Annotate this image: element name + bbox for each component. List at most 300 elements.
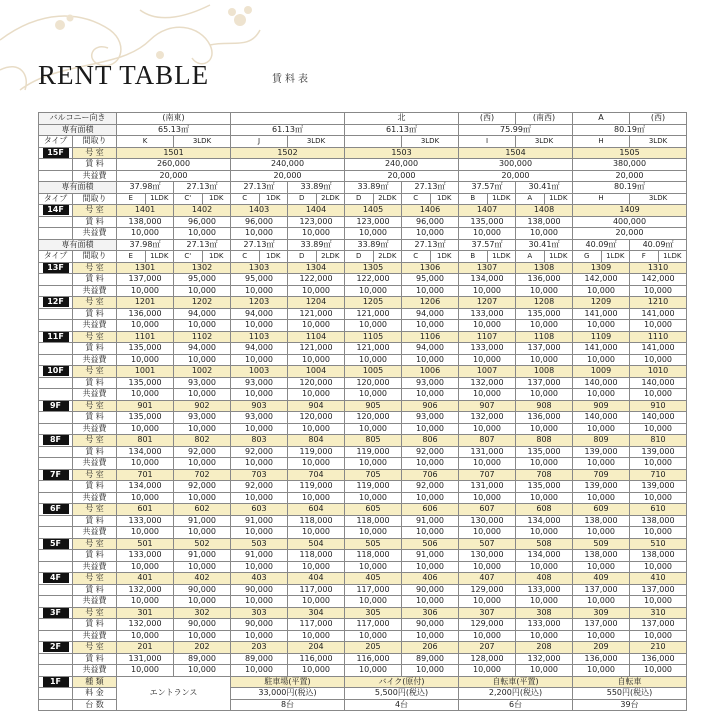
rent-value: 116,000	[288, 653, 345, 665]
rent-value: 141,000	[630, 308, 687, 320]
type-cell: E	[117, 251, 146, 263]
room-number: 301	[117, 607, 174, 619]
room-number: 1407	[459, 205, 516, 217]
room-number: 202	[174, 642, 231, 654]
fee-value: 10,000	[345, 285, 402, 297]
room-number: 806	[402, 435, 459, 447]
floor-label: 6F	[43, 504, 69, 514]
blank	[39, 653, 73, 665]
rent-value: 118,000	[288, 515, 345, 527]
fee-value: 10,000	[288, 285, 345, 297]
table-row	[39, 239, 687, 251]
room-number: 1203	[231, 297, 288, 309]
orientation-cell: 北	[345, 113, 459, 125]
fee-value: 10,000	[630, 423, 687, 435]
rent-value: 300,000	[459, 159, 573, 171]
row-label: 号 室	[73, 469, 117, 481]
fee-value: 10,000	[117, 423, 174, 435]
type-cell: C	[402, 251, 431, 263]
floor-label: 9F	[43, 401, 69, 411]
fee-value: 10,000	[516, 527, 573, 539]
fee-value: 10,000	[573, 320, 630, 332]
room-number: 303	[231, 607, 288, 619]
table-row	[39, 653, 687, 665]
area-cell: 30.41㎡	[516, 182, 573, 194]
table-row	[39, 619, 687, 631]
blank	[39, 527, 73, 539]
rent-value: 94,000	[174, 308, 231, 320]
rent-value: 123,000	[345, 216, 402, 228]
rent-value: 137,000	[516, 377, 573, 389]
area-cell: 33.89㎡	[345, 182, 402, 194]
row-label: 賃 料	[73, 412, 117, 424]
page-title: RENT TABLE	[38, 60, 210, 90]
row-label: 共益費	[73, 527, 117, 539]
rent-value: 140,000	[630, 412, 687, 424]
room-number: 808	[516, 435, 573, 447]
fee-value: 10,000	[231, 389, 288, 401]
row-label: 共益費	[73, 665, 117, 677]
room-number: 510	[630, 538, 687, 550]
rent-value: 96,000	[402, 216, 459, 228]
table-row	[39, 504, 687, 516]
table-row	[39, 492, 687, 504]
row-label: 賃 料	[73, 308, 117, 320]
blank	[39, 458, 73, 470]
fee-value: 10,000	[516, 596, 573, 608]
table-row	[39, 423, 687, 435]
area-cell: 80.19㎡	[573, 182, 687, 194]
fee-value: 10,000	[345, 665, 402, 677]
blank	[39, 423, 73, 435]
fee-value: 10,000	[573, 492, 630, 504]
type-cell: C	[231, 251, 260, 263]
room-number: 405	[345, 573, 402, 585]
room-number: 901	[117, 400, 174, 412]
room-number: 201	[117, 642, 174, 654]
floor-label: 15F	[43, 148, 69, 158]
rent-value: 118,000	[345, 550, 402, 562]
table-row	[39, 170, 687, 182]
rent-value: 92,000	[231, 446, 288, 458]
blank	[39, 170, 73, 182]
fee-value: 10,000	[516, 630, 573, 642]
area-cell: 80.19㎡	[573, 124, 687, 136]
fee-value: 10,000	[288, 492, 345, 504]
room-number: 606	[402, 504, 459, 516]
room-number: 404	[288, 573, 345, 585]
row-label: 共益費	[73, 458, 117, 470]
fee-value: 10,000	[231, 320, 288, 332]
fee-value: 10,000	[459, 228, 516, 240]
blank	[39, 619, 73, 631]
table-row	[39, 124, 687, 136]
rent-value: 135,000	[516, 308, 573, 320]
area-cell: 30.41㎡	[516, 239, 573, 251]
type-cell: D	[288, 193, 317, 205]
rent-value: 137,000	[573, 619, 630, 631]
fee-value: 20,000	[231, 170, 345, 182]
room-number: 1001	[117, 366, 174, 378]
room-number: 1202	[174, 297, 231, 309]
floor-badge	[39, 676, 73, 688]
room-number: 1209	[573, 297, 630, 309]
fee-value: 10,000	[288, 228, 345, 240]
rent-value: 139,000	[573, 481, 630, 493]
type-cell: 1LDK	[658, 251, 687, 263]
rent-table	[38, 112, 687, 711]
fee-value: 10,000	[630, 458, 687, 470]
room-number: 1009	[573, 366, 630, 378]
blank	[39, 389, 73, 401]
area-cell: 27.13㎡	[174, 182, 231, 194]
floor-badge	[39, 366, 73, 378]
rent-value: 91,000	[231, 550, 288, 562]
rent-value: 94,000	[231, 308, 288, 320]
room-number: 1006	[402, 366, 459, 378]
area-cell: 37.57㎡	[459, 239, 516, 251]
fee-value: 10,000	[516, 423, 573, 435]
fee-value: 10,000	[573, 458, 630, 470]
orientation-cell: (西)	[459, 113, 516, 125]
rent-value: 121,000	[345, 308, 402, 320]
area-cell: 33.89㎡	[288, 239, 345, 251]
rent-value: 91,000	[174, 515, 231, 527]
fee-value: 10,000	[459, 354, 516, 366]
room-number: 907	[459, 400, 516, 412]
rent-value: 135,000	[117, 343, 174, 355]
rent-value: 260,000	[117, 159, 231, 171]
room-number: 1004	[288, 366, 345, 378]
fee-value: 20,000	[459, 170, 573, 182]
table-row	[39, 389, 687, 401]
type-cell: 1LDK	[601, 251, 630, 263]
rent-value: 93,000	[402, 412, 459, 424]
row-label: 賃 料	[73, 619, 117, 631]
room-number: 310	[630, 607, 687, 619]
table-row	[39, 527, 687, 539]
fee-value: 10,000	[630, 285, 687, 297]
fee-value: 10,000	[402, 458, 459, 470]
blank	[39, 630, 73, 642]
rent-value: 92,000	[402, 446, 459, 458]
rent-value: 380,000	[573, 159, 687, 171]
table-row	[39, 366, 687, 378]
room-number: 706	[402, 469, 459, 481]
fee-value: 10,000	[516, 665, 573, 677]
table-row	[39, 147, 687, 159]
blank	[39, 343, 73, 355]
fee-value: 10,000	[402, 561, 459, 573]
room-number: 1501	[117, 147, 231, 159]
rent-value: 138,000	[516, 216, 573, 228]
rent-value: 139,000	[630, 481, 687, 493]
parking-fee: 33,000円(税込)	[231, 688, 345, 700]
table-row	[39, 584, 687, 596]
room-number: 702	[174, 469, 231, 481]
room-number: 1210	[630, 297, 687, 309]
room-number: 1308	[516, 262, 573, 274]
room-number: 403	[231, 573, 288, 585]
rent-value: 95,000	[174, 274, 231, 286]
table-row	[39, 630, 687, 642]
type-cell: 1LDK	[487, 251, 516, 263]
type-cell: H	[573, 193, 630, 205]
rent-value: 89,000	[231, 653, 288, 665]
rent-value: 134,000	[117, 446, 174, 458]
fee-value: 10,000	[573, 423, 630, 435]
row-label: 号 室	[73, 331, 117, 343]
rent-value: 137,000	[516, 343, 573, 355]
rent-value: 135,000	[516, 446, 573, 458]
row-label: 号 室	[73, 573, 117, 585]
floor-badge	[39, 504, 73, 516]
fee-value: 10,000	[630, 596, 687, 608]
rent-value: 131,000	[117, 653, 174, 665]
fee-value: 10,000	[345, 320, 402, 332]
fee-value: 10,000	[288, 630, 345, 642]
room-number: 1305	[345, 262, 402, 274]
fee-value: 10,000	[402, 527, 459, 539]
fee-value: 10,000	[402, 285, 459, 297]
type-cell: 1LDK	[544, 193, 573, 205]
rent-value: 92,000	[174, 446, 231, 458]
fee-value: 10,000	[402, 389, 459, 401]
fee-value: 10,000	[630, 561, 687, 573]
table-row	[39, 331, 687, 343]
blank	[39, 688, 73, 700]
row-label: 号 室	[73, 504, 117, 516]
fee-value: 10,000	[573, 285, 630, 297]
type-cell: 3LDK	[174, 136, 231, 148]
fee-value: 10,000	[288, 561, 345, 573]
rent-value: 117,000	[288, 619, 345, 631]
orientation-cell: (南東)	[117, 113, 231, 125]
row-label: 台 数	[73, 699, 117, 711]
room-number: 1301	[117, 262, 174, 274]
row-label: 賃 料	[73, 550, 117, 562]
table-row	[39, 297, 687, 309]
fee-value: 10,000	[630, 320, 687, 332]
rent-value: 137,000	[630, 584, 687, 596]
room-number: 304	[288, 607, 345, 619]
rent-value: 137,000	[573, 584, 630, 596]
type-cell: 1DK	[202, 251, 231, 263]
type-cell: I	[459, 136, 516, 148]
room-number: 604	[288, 504, 345, 516]
type-cell: A	[516, 193, 545, 205]
rent-value: 116,000	[345, 653, 402, 665]
room-number: 1304	[288, 262, 345, 274]
row-label: 共益費	[73, 285, 117, 297]
fee-value: 10,000	[117, 320, 174, 332]
rent-value: 128,000	[459, 653, 516, 665]
rent-value: 96,000	[174, 216, 231, 228]
fee-value: 10,000	[516, 285, 573, 297]
type-cell: D	[288, 251, 317, 263]
type-cell: C'	[174, 193, 203, 205]
floor-label: 13F	[43, 263, 69, 273]
blank	[39, 584, 73, 596]
rent-value: 121,000	[345, 343, 402, 355]
rent-value: 138,000	[573, 515, 630, 527]
rent-value: 133,000	[516, 584, 573, 596]
table-row	[39, 205, 687, 217]
floor-badge	[39, 400, 73, 412]
fee-value: 20,000	[345, 170, 459, 182]
rent-value: 119,000	[345, 446, 402, 458]
fee-value: 10,000	[174, 320, 231, 332]
blank	[39, 481, 73, 493]
fee-value: 10,000	[174, 458, 231, 470]
blank	[39, 285, 73, 297]
parking-count: 6台	[459, 699, 573, 711]
room-number: 1010	[630, 366, 687, 378]
type-cell: D	[345, 251, 374, 263]
rent-value: 138,000	[573, 550, 630, 562]
rent-value: 94,000	[231, 343, 288, 355]
row-label: 号 室	[73, 297, 117, 309]
area-cell: 27.13㎡	[231, 182, 288, 194]
fee-value: 10,000	[402, 492, 459, 504]
fee-value: 10,000	[174, 228, 231, 240]
type-cell: 3LDK	[630, 193, 687, 205]
fee-value: 10,000	[402, 354, 459, 366]
area-cell: 33.89㎡	[345, 239, 402, 251]
room-number: 1307	[459, 262, 516, 274]
room-number: 608	[516, 504, 573, 516]
rent-value: 141,000	[573, 308, 630, 320]
fee-value: 10,000	[459, 561, 516, 573]
room-number: 302	[174, 607, 231, 619]
room-number: 210	[630, 642, 687, 654]
room-number: 1002	[174, 366, 231, 378]
type-cell: 1DK	[259, 251, 288, 263]
room-number: 1003	[231, 366, 288, 378]
table-row	[39, 642, 687, 654]
room-number: 603	[231, 504, 288, 516]
room-number: 206	[402, 642, 459, 654]
rent-value: 94,000	[402, 343, 459, 355]
fee-value: 10,000	[288, 320, 345, 332]
rent-value: 93,000	[231, 412, 288, 424]
rent-value: 130,000	[459, 515, 516, 527]
blank	[39, 320, 73, 332]
row-label: 共益費	[73, 354, 117, 366]
room-number: 410	[630, 573, 687, 585]
room-number: 505	[345, 538, 402, 550]
table-row	[39, 216, 687, 228]
row-label: 賃 料	[73, 343, 117, 355]
table-row	[39, 400, 687, 412]
rent-value: 141,000	[573, 343, 630, 355]
floor-badge	[39, 538, 73, 550]
room-number: 906	[402, 400, 459, 412]
type-cell: 2LDK	[373, 251, 402, 263]
fee-value: 10,000	[117, 389, 174, 401]
table-row	[39, 538, 687, 550]
row-label: 賃 料	[73, 481, 117, 493]
floor-badge	[39, 205, 73, 217]
rent-value: 138,000	[117, 216, 174, 228]
type-cell: 1DK	[430, 193, 459, 205]
table-row	[39, 458, 687, 470]
fee-value: 10,000	[402, 665, 459, 677]
fee-value: 10,000	[459, 389, 516, 401]
blank	[39, 412, 73, 424]
table-row	[39, 285, 687, 297]
room-number: 402	[174, 573, 231, 585]
fee-value: 10,000	[516, 354, 573, 366]
type-cell: A	[516, 251, 545, 263]
type-cell: C'	[174, 251, 203, 263]
floor-label: 11F	[43, 332, 69, 342]
table-row	[39, 596, 687, 608]
row-label: 種 類	[73, 676, 117, 688]
fee-value: 10,000	[516, 320, 573, 332]
row-label: 号 室	[73, 366, 117, 378]
rent-value: 122,000	[345, 274, 402, 286]
rent-value: 120,000	[345, 412, 402, 424]
fee-value: 10,000	[117, 665, 174, 677]
rent-value: 122,000	[288, 274, 345, 286]
orientation-cell: (西)	[630, 113, 687, 125]
room-number: 707	[459, 469, 516, 481]
room-number: 1106	[402, 331, 459, 343]
type-cell: 3LDK	[288, 136, 345, 148]
rent-value: 119,000	[345, 481, 402, 493]
rent-value: 96,000	[231, 216, 288, 228]
room-number: 803	[231, 435, 288, 447]
rent-value: 400,000	[573, 216, 687, 228]
fee-value: 10,000	[573, 596, 630, 608]
rent-value: 133,000	[516, 619, 573, 631]
fee-value: 10,000	[516, 389, 573, 401]
fee-value: 10,000	[174, 527, 231, 539]
area-cell: 27.13㎡	[231, 239, 288, 251]
room-number: 1109	[573, 331, 630, 343]
fee-value: 10,000	[231, 492, 288, 504]
rent-value: 132,000	[117, 619, 174, 631]
room-number: 1401	[117, 205, 174, 217]
parking-fee: 2,200円(税込)	[459, 688, 573, 700]
room-number: 909	[573, 400, 630, 412]
rent-value: 135,000	[117, 412, 174, 424]
type-cell: 2LDK	[373, 193, 402, 205]
rent-value: 123,000	[288, 216, 345, 228]
rent-value: 136,000	[516, 274, 573, 286]
room-number: 501	[117, 538, 174, 550]
fee-value: 10,000	[630, 527, 687, 539]
row-label: 号 室	[73, 147, 117, 159]
room-number: 704	[288, 469, 345, 481]
room-number: 305	[345, 607, 402, 619]
fee-value: 10,000	[402, 228, 459, 240]
parking-count: 8台	[231, 699, 345, 711]
room-number: 1505	[573, 147, 687, 159]
rent-value: 92,000	[402, 481, 459, 493]
room-number: 1008	[516, 366, 573, 378]
fee-value: 10,000	[630, 389, 687, 401]
rent-value: 132,000	[516, 653, 573, 665]
rent-value: 94,000	[402, 308, 459, 320]
table-row	[39, 446, 687, 458]
row-label: 共益費	[73, 170, 117, 182]
room-number: 902	[174, 400, 231, 412]
rent-value: 131,000	[459, 481, 516, 493]
room-number: 709	[573, 469, 630, 481]
fee-value: 10,000	[231, 596, 288, 608]
